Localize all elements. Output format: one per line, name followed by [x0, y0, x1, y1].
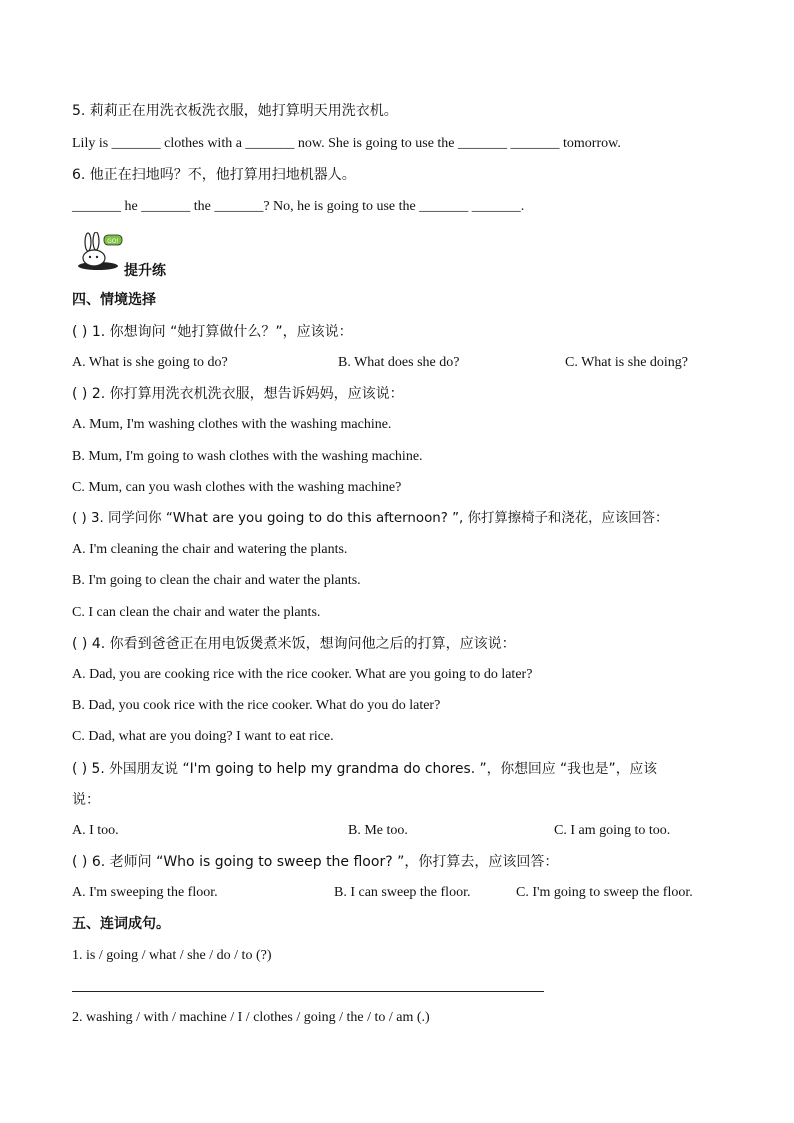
q4-6-option-a: A. I'm sweeping the floor.	[72, 885, 218, 900]
q4-4-option-c: C. Dad, what are you doing? I want to eat rice.	[72, 729, 334, 744]
q4-5-stem-continued: 说：	[72, 792, 100, 808]
q6-english-fill-blank: _______ he _______ the _______? No, he is going to use the _______ _______.	[72, 199, 525, 214]
q5-english-fill-blank: Lily is _______ clothes with a _______ now. She is going to use the _______ _______ tomorrow.	[72, 136, 621, 151]
q4-6-stem: ( ) 6. 老师问 “Who is going to sweep the floor? ”，你打算去，应该回答：	[72, 854, 559, 870]
q4-2-stem: ( ) 2. 你打算用洗衣机洗衣服，想告诉妈妈，应该说：	[72, 386, 404, 402]
s5-q2-words: 2. washing / with / machine / I / clothes / going / the / to / am (.)	[72, 1010, 430, 1025]
s5-q1-answer-line	[72, 991, 544, 992]
section-title-tisheng: 提升练	[124, 263, 166, 279]
bunny-mascot-icon	[74, 232, 126, 272]
q4-3-option-b: B. I'm going to clean the chair and water the plants.	[72, 573, 361, 588]
q4-2-option-c: C. Mum, can you wash clothes with the washing machine?	[72, 480, 402, 495]
q4-3-stem: ( ) 3. 同学问你 “What are you going to do this afternoon? ”, 你打算擦椅子和浇花，应该回答：	[72, 511, 669, 526]
q4-4-option-b: B. Dad, you cook rice with the rice cooker. What do you do later?	[72, 698, 441, 713]
q4-5-option-b: B. Me too.	[348, 823, 408, 838]
q4-4-stem: ( ) 4. 你看到爸爸正在用电饭煲煮米饭，想询问他之后的打算，应该说：	[72, 636, 516, 652]
q5-chinese-prompt: 5. 莉莉正在用洗衣板洗衣服，她打算明天用洗衣机。	[72, 103, 398, 119]
q4-3-option-a: A. I'm cleaning the chair and watering the plants.	[72, 542, 348, 557]
s5-q1-words: 1. is / going / what / she / do / to (?)	[72, 948, 272, 963]
mascot-badge-text: GO!	[107, 238, 119, 245]
q4-1-stem: ( ) 1. 你想询问 “她打算做什么？”，应该说：	[72, 324, 353, 340]
q4-2-option-a: A. Mum, I'm washing clothes with the washing machine.	[72, 417, 392, 432]
q4-1-option-a: A. What is she going to do?	[72, 355, 228, 370]
q4-3-option-c: C. I can clean the chair and water the plants.	[72, 605, 321, 620]
q4-5-option-a: A. I too.	[72, 823, 119, 838]
q4-4-option-a: A. Dad, you are cooking rice with the rice cooker. What are you going to do later?	[72, 667, 533, 682]
q4-2-option-b: B. Mum, I'm going to wash clothes with the washing machine.	[72, 449, 423, 464]
q4-1-option-b: B. What does she do?	[338, 355, 460, 370]
q4-5-option-c: C. I am going to too.	[554, 823, 671, 838]
q4-6-option-c: C. I'm going to sweep the floor.	[516, 885, 693, 900]
q6-chinese-prompt: 6. 他正在扫地吗？不，他打算用扫地机器人。	[72, 167, 356, 183]
q4-6-option-b: B. I can sweep the floor.	[334, 885, 471, 900]
q4-1-option-c: C. What is she doing?	[565, 355, 689, 370]
q4-5-stem: ( ) 5. 外国朋友说 “I'm going to help my grandma do chores. ”，你想回应 “我也是”，应该	[72, 761, 658, 777]
section4-heading: 四、情境选择	[72, 292, 156, 308]
section5-heading: 五、连词成句。	[72, 916, 170, 932]
